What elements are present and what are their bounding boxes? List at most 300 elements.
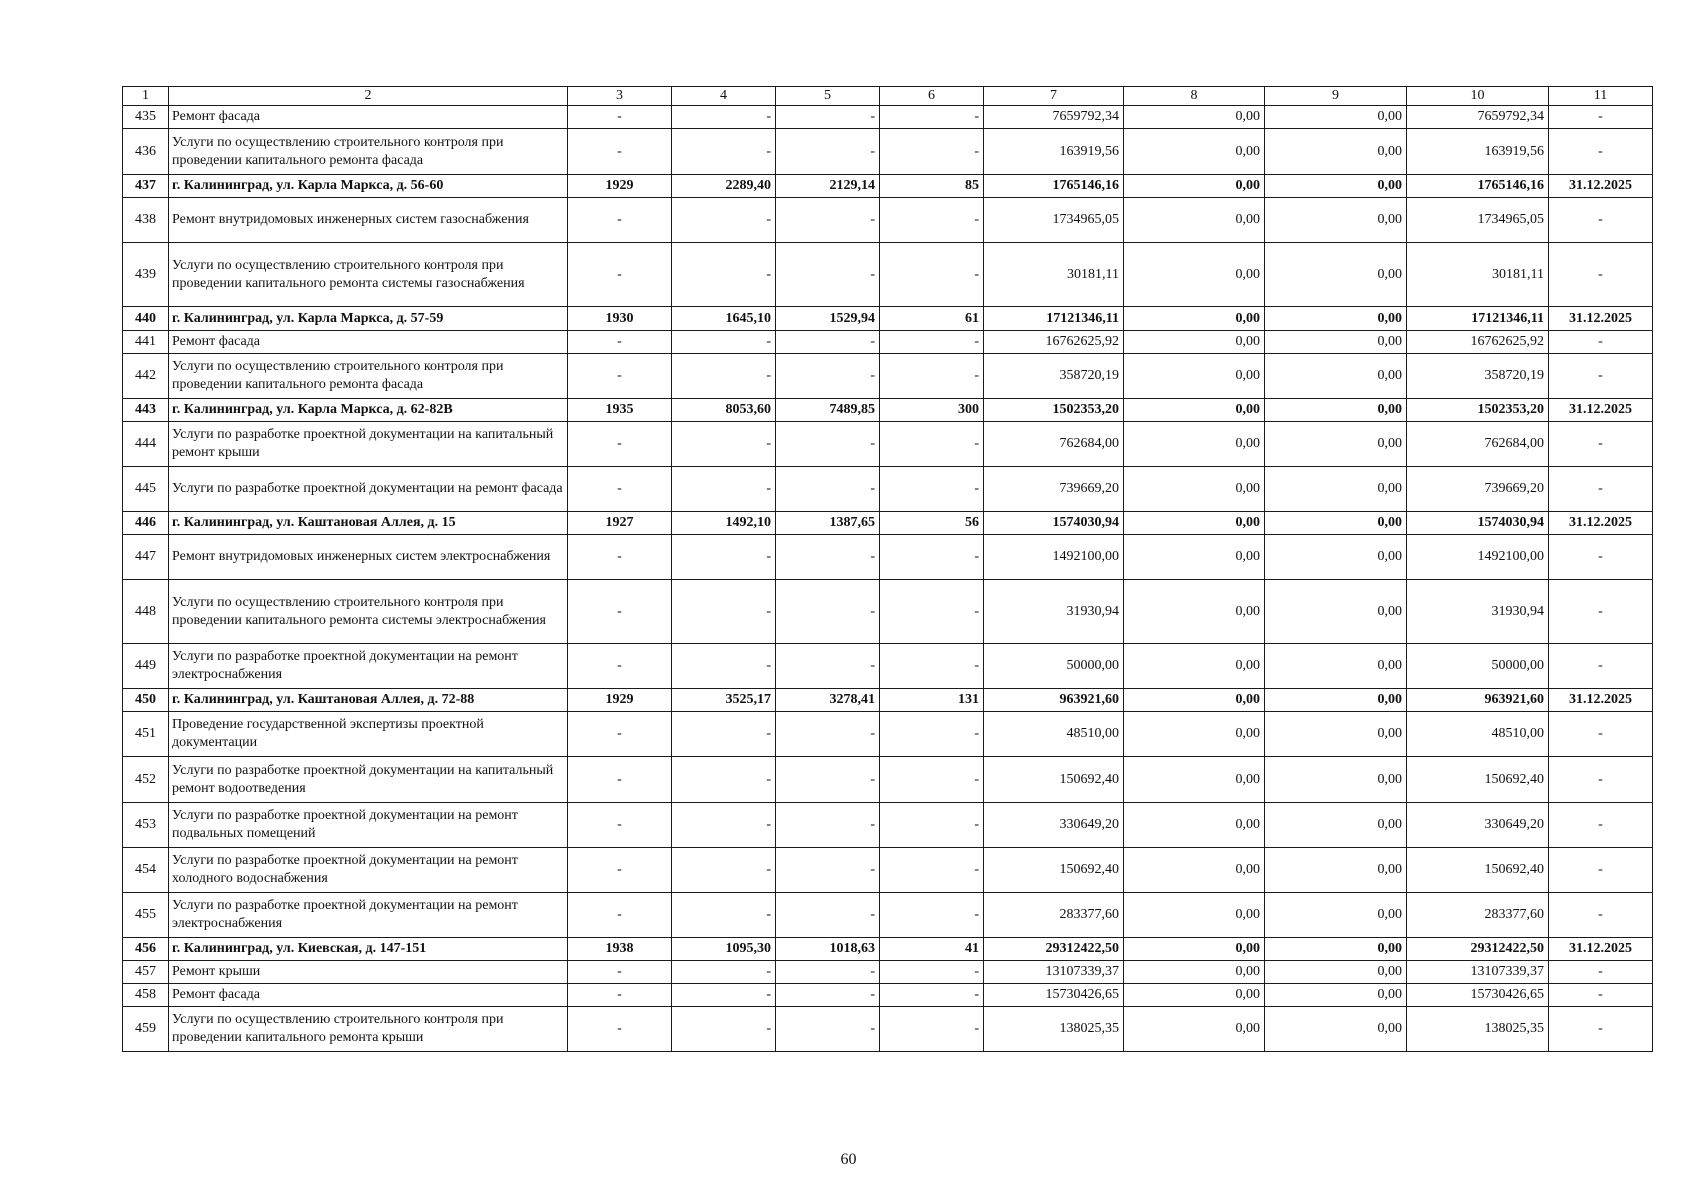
area-living-cell: - (776, 106, 880, 129)
area-total-cell: 2289,40 (672, 175, 776, 198)
cost-owners-cell: 1492100,00 (1407, 535, 1549, 580)
residents-cell: - (880, 198, 984, 243)
row-number-cell: 447 (123, 535, 169, 580)
cost-fund-cell: 0,00 (1124, 644, 1265, 689)
cost-fund-cell: 0,00 (1124, 961, 1265, 984)
table-row-address (123, 689, 1653, 712)
cost-total-cell: 29312422,50 (984, 938, 1124, 961)
year-cell: - (568, 580, 672, 644)
area-living-cell: - (776, 848, 880, 893)
area-total-cell: 8053,60 (672, 399, 776, 422)
row-number-cell: 448 (123, 580, 169, 644)
column-number: 4 (672, 87, 776, 106)
row-number-cell: 435 (123, 106, 169, 129)
residents-cell: - (880, 467, 984, 512)
year-cell: - (568, 712, 672, 757)
cost-other-cell: 0,00 (1265, 307, 1407, 331)
table-row (123, 129, 1653, 175)
cost-fund-cell: 0,00 (1124, 331, 1265, 354)
area-living-cell: - (776, 331, 880, 354)
row-number-cell: 450 (123, 689, 169, 712)
deadline-cell: - (1549, 243, 1653, 307)
residents-cell: - (880, 712, 984, 757)
year-cell: - (568, 644, 672, 689)
cost-total-cell: 48510,00 (984, 712, 1124, 757)
area-total-cell: - (672, 712, 776, 757)
column-number: 1 (123, 87, 169, 106)
cost-fund-cell: 0,00 (1124, 803, 1265, 848)
row-number-cell: 449 (123, 644, 169, 689)
area-living-cell: - (776, 961, 880, 984)
table-row (123, 354, 1653, 399)
area-total-cell: - (672, 243, 776, 307)
table-row (123, 243, 1653, 307)
year-cell: - (568, 893, 672, 938)
cost-owners-cell: 31930,94 (1407, 580, 1549, 644)
cost-owners-cell: 17121346,11 (1407, 307, 1549, 331)
cost-total-cell: 15730426,65 (984, 984, 1124, 1007)
row-number-cell: 453 (123, 803, 169, 848)
deadline-cell: - (1549, 712, 1653, 757)
cost-owners-cell: 138025,35 (1407, 1007, 1549, 1052)
row-number-cell: 458 (123, 984, 169, 1007)
description-cell: г. Калининград, ул. Каштановая Аллея, д. 15 (169, 512, 568, 535)
year-cell: - (568, 331, 672, 354)
column-number: 6 (880, 87, 984, 106)
area-total-cell: - (672, 198, 776, 243)
cost-other-cell: 0,00 (1265, 106, 1407, 129)
cost-other-cell: 0,00 (1265, 580, 1407, 644)
cost-owners-cell: 1574030,94 (1407, 512, 1549, 535)
residents-cell: - (880, 644, 984, 689)
data-table (122, 86, 1653, 1052)
table-row (123, 803, 1653, 848)
description-cell: Услуги по разработке проектной документации на ремонт холодного водоснабжения (169, 848, 568, 893)
column-number: 9 (1265, 87, 1407, 106)
description-cell: г. Калининград, ул. Карла Маркса, д. 56-60 (169, 175, 568, 198)
cost-other-cell: 0,00 (1265, 689, 1407, 712)
deadline-cell: - (1549, 893, 1653, 938)
area-living-cell: - (776, 198, 880, 243)
cost-owners-cell: 330649,20 (1407, 803, 1549, 848)
description-cell: Ремонт внутридомовых инженерных систем газоснабжения (169, 198, 568, 243)
area-total-cell: - (672, 848, 776, 893)
column-number: 5 (776, 87, 880, 106)
cost-total-cell: 50000,00 (984, 644, 1124, 689)
residents-cell: 61 (880, 307, 984, 331)
deadline-cell: - (1549, 644, 1653, 689)
table-row (123, 106, 1653, 129)
area-total-cell: 1095,30 (672, 938, 776, 961)
area-total-cell: - (672, 961, 776, 984)
residents-cell: - (880, 331, 984, 354)
deadline-cell: 31.12.2025 (1549, 307, 1653, 331)
residents-cell: - (880, 984, 984, 1007)
table-row (123, 757, 1653, 803)
cost-total-cell: 17121346,11 (984, 307, 1124, 331)
area-living-cell: 2129,14 (776, 175, 880, 198)
table-row (123, 644, 1653, 689)
row-number-cell: 445 (123, 467, 169, 512)
cost-fund-cell: 0,00 (1124, 1007, 1265, 1052)
residents-cell: - (880, 422, 984, 467)
table-row-address (123, 512, 1653, 535)
row-number-cell: 457 (123, 961, 169, 984)
residents-cell: - (880, 243, 984, 307)
row-number-cell: 440 (123, 307, 169, 331)
area-living-cell: - (776, 712, 880, 757)
cost-total-cell: 1765146,16 (984, 175, 1124, 198)
area-living-cell: 3278,41 (776, 689, 880, 712)
row-number-cell: 446 (123, 512, 169, 535)
year-cell: 1927 (568, 512, 672, 535)
row-number-cell: 454 (123, 848, 169, 893)
area-total-cell: - (672, 984, 776, 1007)
cost-fund-cell: 0,00 (1124, 243, 1265, 307)
area-total-cell: - (672, 422, 776, 467)
table-row-address (123, 307, 1653, 331)
table-row (123, 984, 1653, 1007)
area-living-cell: 1018,63 (776, 938, 880, 961)
deadline-cell: - (1549, 354, 1653, 399)
cost-owners-cell: 1734965,05 (1407, 198, 1549, 243)
cost-owners-cell: 150692,40 (1407, 757, 1549, 803)
table-row (123, 580, 1653, 644)
column-number: 3 (568, 87, 672, 106)
cost-total-cell: 163919,56 (984, 129, 1124, 175)
table-row (123, 1007, 1653, 1052)
description-cell: Ремонт фасада (169, 984, 568, 1007)
cost-other-cell: 0,00 (1265, 243, 1407, 307)
area-total-cell: - (672, 106, 776, 129)
deadline-cell: - (1549, 1007, 1653, 1052)
cost-other-cell: 0,00 (1265, 467, 1407, 512)
year-cell: - (568, 535, 672, 580)
area-living-cell: 7489,85 (776, 399, 880, 422)
table-row-address (123, 399, 1653, 422)
year-cell: 1929 (568, 175, 672, 198)
row-number-cell: 455 (123, 893, 169, 938)
cost-fund-cell: 0,00 (1124, 129, 1265, 175)
deadline-cell: 31.12.2025 (1549, 938, 1653, 961)
row-number-cell: 439 (123, 243, 169, 307)
residents-cell: - (880, 961, 984, 984)
column-number: 8 (1124, 87, 1265, 106)
description-cell: Услуги по разработке проектной документации на ремонт подвальных помещений (169, 803, 568, 848)
table-row (123, 961, 1653, 984)
cost-total-cell: 1492100,00 (984, 535, 1124, 580)
cost-owners-cell: 13107339,37 (1407, 961, 1549, 984)
row-number-cell: 456 (123, 938, 169, 961)
cost-total-cell: 283377,60 (984, 893, 1124, 938)
cost-total-cell: 739669,20 (984, 467, 1124, 512)
cost-owners-cell: 16762625,92 (1407, 331, 1549, 354)
year-cell: - (568, 129, 672, 175)
area-living-cell: - (776, 467, 880, 512)
residents-cell: 300 (880, 399, 984, 422)
residents-cell: - (880, 803, 984, 848)
cost-owners-cell: 29312422,50 (1407, 938, 1549, 961)
deadline-cell: - (1549, 961, 1653, 984)
deadline-cell: - (1549, 198, 1653, 243)
description-cell: г. Калининград, ул. Каштановая Аллея, д. 72-88 (169, 689, 568, 712)
row-number-cell: 436 (123, 129, 169, 175)
description-cell: Ремонт фасада (169, 106, 568, 129)
area-living-cell: - (776, 422, 880, 467)
description-cell: г. Калининград, ул. Киевская, д. 147-151 (169, 938, 568, 961)
area-living-cell: - (776, 803, 880, 848)
cost-fund-cell: 0,00 (1124, 422, 1265, 467)
deadline-cell: - (1549, 580, 1653, 644)
cost-owners-cell: 283377,60 (1407, 893, 1549, 938)
residents-cell: 85 (880, 175, 984, 198)
row-number-cell: 451 (123, 712, 169, 757)
cost-fund-cell: 0,00 (1124, 106, 1265, 129)
cost-total-cell: 358720,19 (984, 354, 1124, 399)
table-row (123, 893, 1653, 938)
row-number-cell: 437 (123, 175, 169, 198)
deadline-cell: - (1549, 331, 1653, 354)
residents-cell: 131 (880, 689, 984, 712)
year-cell: - (568, 467, 672, 512)
residents-cell: 56 (880, 512, 984, 535)
deadline-cell: - (1549, 422, 1653, 467)
cost-owners-cell: 762684,00 (1407, 422, 1549, 467)
year-cell: - (568, 198, 672, 243)
deadline-cell: 31.12.2025 (1549, 399, 1653, 422)
area-total-cell: - (672, 467, 776, 512)
table-row-address (123, 175, 1653, 198)
description-cell: Услуги по разработке проектной документации на ремонт фасада (169, 467, 568, 512)
cost-owners-cell: 30181,11 (1407, 243, 1549, 307)
table-row (123, 331, 1653, 354)
deadline-cell: - (1549, 803, 1653, 848)
row-number-cell: 444 (123, 422, 169, 467)
cost-owners-cell: 358720,19 (1407, 354, 1549, 399)
row-number-cell: 452 (123, 757, 169, 803)
description-cell: Услуги по осуществлению строительного контроля при проведении капитального ремонта фасада (169, 354, 568, 399)
residents-cell: - (880, 757, 984, 803)
residents-cell: - (880, 354, 984, 399)
description-cell: Услуги по разработке проектной документации на капитальный ремонт крыши (169, 422, 568, 467)
deadline-cell: 31.12.2025 (1549, 512, 1653, 535)
table-row (123, 422, 1653, 467)
residents-cell: - (880, 1007, 984, 1052)
area-living-cell: - (776, 580, 880, 644)
residents-cell: - (880, 535, 984, 580)
year-cell: 1938 (568, 938, 672, 961)
year-cell: - (568, 757, 672, 803)
area-total-cell: - (672, 129, 776, 175)
year-cell: 1930 (568, 307, 672, 331)
year-cell: - (568, 961, 672, 984)
year-cell: - (568, 984, 672, 1007)
area-living-cell: - (776, 1007, 880, 1052)
deadline-cell: - (1549, 106, 1653, 129)
description-cell: Ремонт крыши (169, 961, 568, 984)
cost-other-cell: 0,00 (1265, 848, 1407, 893)
column-number: 2 (169, 87, 568, 106)
cost-owners-cell: 163919,56 (1407, 129, 1549, 175)
table-row (123, 848, 1653, 893)
cost-total-cell: 13107339,37 (984, 961, 1124, 984)
cost-owners-cell: 1765146,16 (1407, 175, 1549, 198)
year-cell: - (568, 354, 672, 399)
area-total-cell: 3525,17 (672, 689, 776, 712)
residents-cell: - (880, 106, 984, 129)
area-living-cell: - (776, 129, 880, 175)
cost-fund-cell: 0,00 (1124, 512, 1265, 535)
row-number-cell: 442 (123, 354, 169, 399)
cost-total-cell: 16762625,92 (984, 331, 1124, 354)
cost-total-cell: 762684,00 (984, 422, 1124, 467)
cost-other-cell: 0,00 (1265, 331, 1407, 354)
year-cell: - (568, 1007, 672, 1052)
cost-fund-cell: 0,00 (1124, 984, 1265, 1007)
cost-fund-cell: 0,00 (1124, 712, 1265, 757)
cost-other-cell: 0,00 (1265, 422, 1407, 467)
row-number-cell: 443 (123, 399, 169, 422)
table-row-address (123, 938, 1653, 961)
area-total-cell: - (672, 331, 776, 354)
cost-other-cell: 0,00 (1265, 938, 1407, 961)
cost-fund-cell: 0,00 (1124, 198, 1265, 243)
cost-total-cell: 150692,40 (984, 848, 1124, 893)
residents-cell: - (880, 129, 984, 175)
area-total-cell: - (672, 535, 776, 580)
cost-fund-cell: 0,00 (1124, 399, 1265, 422)
year-cell: - (568, 422, 672, 467)
cost-fund-cell: 0,00 (1124, 848, 1265, 893)
cost-owners-cell: 48510,00 (1407, 712, 1549, 757)
cost-fund-cell: 0,00 (1124, 307, 1265, 331)
cost-owners-cell: 15730426,65 (1407, 984, 1549, 1007)
area-total-cell: - (672, 644, 776, 689)
page-number: 60 (840, 1151, 857, 1168)
area-living-cell: 1387,65 (776, 512, 880, 535)
area-living-cell: - (776, 893, 880, 938)
description-cell: Услуги по разработке проектной документации на капитальный ремонт водоотведения (169, 757, 568, 803)
cost-total-cell: 1574030,94 (984, 512, 1124, 535)
row-number-cell: 438 (123, 198, 169, 243)
area-living-cell: - (776, 757, 880, 803)
cost-other-cell: 0,00 (1265, 354, 1407, 399)
description-cell: Услуги по разработке проектной документации на ремонт электроснабжения (169, 893, 568, 938)
description-cell: Услуги по осуществлению строительного контроля при проведении капитального ремонта крыши (169, 1007, 568, 1052)
area-total-cell: - (672, 893, 776, 938)
area-total-cell: 1645,10 (672, 307, 776, 331)
deadline-cell: - (1549, 848, 1653, 893)
cost-other-cell: 0,00 (1265, 984, 1407, 1007)
table-row (123, 535, 1653, 580)
cost-total-cell: 963921,60 (984, 689, 1124, 712)
residents-cell: 41 (880, 938, 984, 961)
cost-fund-cell: 0,00 (1124, 689, 1265, 712)
cost-total-cell: 330649,20 (984, 803, 1124, 848)
year-cell: - (568, 803, 672, 848)
residents-cell: - (880, 848, 984, 893)
cost-other-cell: 0,00 (1265, 129, 1407, 175)
cost-other-cell: 0,00 (1265, 198, 1407, 243)
area-total-cell: - (672, 580, 776, 644)
deadline-cell: - (1549, 467, 1653, 512)
table-row (123, 467, 1653, 512)
column-number-row (123, 87, 1653, 106)
row-number-cell: 441 (123, 331, 169, 354)
description-cell: Ремонт фасада (169, 331, 568, 354)
description-cell: Услуги по разработке проектной документации на ремонт электроснабжения (169, 644, 568, 689)
description-cell: Ремонт внутридомовых инженерных систем электроснабжения (169, 535, 568, 580)
area-total-cell: - (672, 757, 776, 803)
area-total-cell: - (672, 803, 776, 848)
cost-other-cell: 0,00 (1265, 399, 1407, 422)
cost-owners-cell: 7659792,34 (1407, 106, 1549, 129)
description-cell: г. Калининград, ул. Карла Маркса, д. 62-82В (169, 399, 568, 422)
cost-total-cell: 31930,94 (984, 580, 1124, 644)
year-cell: - (568, 243, 672, 307)
column-number: 11 (1549, 87, 1653, 106)
cost-other-cell: 0,00 (1265, 512, 1407, 535)
cost-fund-cell: 0,00 (1124, 175, 1265, 198)
row-number-cell: 459 (123, 1007, 169, 1052)
column-number: 7 (984, 87, 1124, 106)
cost-other-cell: 0,00 (1265, 1007, 1407, 1052)
cost-fund-cell: 0,00 (1124, 757, 1265, 803)
deadline-cell: - (1549, 535, 1653, 580)
year-cell: - (568, 848, 672, 893)
cost-owners-cell: 739669,20 (1407, 467, 1549, 512)
cost-other-cell: 0,00 (1265, 644, 1407, 689)
cost-total-cell: 7659792,34 (984, 106, 1124, 129)
year-cell: - (568, 106, 672, 129)
residents-cell: - (880, 893, 984, 938)
deadline-cell: - (1549, 129, 1653, 175)
table-row (123, 198, 1653, 243)
cost-fund-cell: 0,00 (1124, 467, 1265, 512)
cost-owners-cell: 1502353,20 (1407, 399, 1549, 422)
cost-other-cell: 0,00 (1265, 961, 1407, 984)
description-cell: Проведение государственной экспертизы проектной документации (169, 712, 568, 757)
cost-total-cell: 138025,35 (984, 1007, 1124, 1052)
cost-total-cell: 30181,11 (984, 243, 1124, 307)
area-living-cell: - (776, 243, 880, 307)
cost-other-cell: 0,00 (1265, 803, 1407, 848)
area-total-cell: 1492,10 (672, 512, 776, 535)
cost-fund-cell: 0,00 (1124, 580, 1265, 644)
area-living-cell: - (776, 984, 880, 1007)
deadline-cell: 31.12.2025 (1549, 689, 1653, 712)
area-living-cell: - (776, 535, 880, 580)
cost-owners-cell: 963921,60 (1407, 689, 1549, 712)
cost-owners-cell: 50000,00 (1407, 644, 1549, 689)
area-total-cell: - (672, 1007, 776, 1052)
area-living-cell: - (776, 644, 880, 689)
deadline-cell: - (1549, 984, 1653, 1007)
table-row (123, 712, 1653, 757)
column-number: 10 (1407, 87, 1549, 106)
description-cell: Услуги по осуществлению строительного контроля при проведении капитального ремонта системы газоснабжения (169, 243, 568, 307)
cost-fund-cell: 0,00 (1124, 893, 1265, 938)
cost-owners-cell: 150692,40 (1407, 848, 1549, 893)
deadline-cell: 31.12.2025 (1549, 175, 1653, 198)
area-living-cell: - (776, 354, 880, 399)
year-cell: 1929 (568, 689, 672, 712)
year-cell: 1935 (568, 399, 672, 422)
cost-other-cell: 0,00 (1265, 712, 1407, 757)
area-total-cell: - (672, 354, 776, 399)
cost-total-cell: 1734965,05 (984, 198, 1124, 243)
cost-fund-cell: 0,00 (1124, 354, 1265, 399)
